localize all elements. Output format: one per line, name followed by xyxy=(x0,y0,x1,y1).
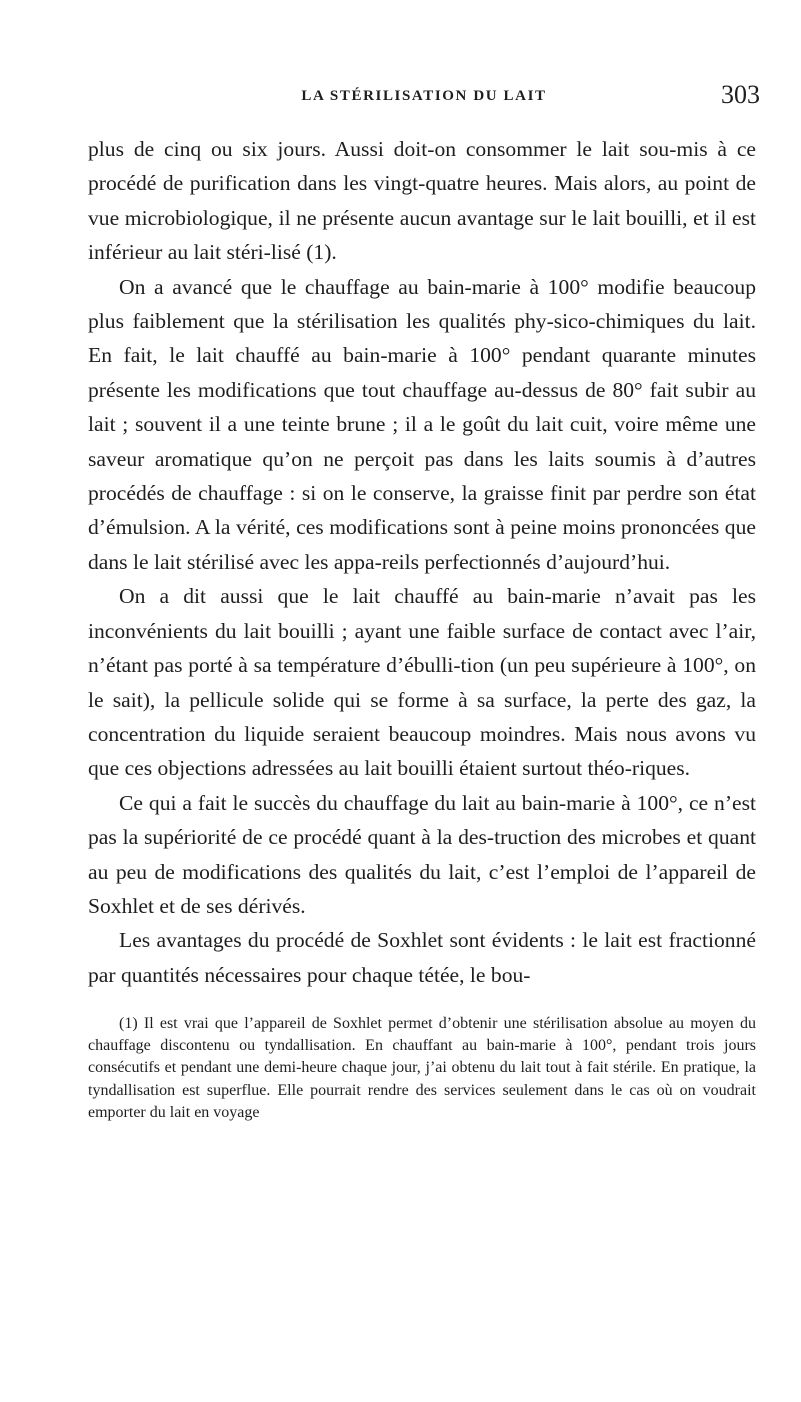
page-number: 303 xyxy=(721,80,760,109)
paragraph-3: On a dit aussi que le lait chauffé au bain-marie n’avait pas les inconvénients du lait bouilli ; ayant une faible surface de contact avec l’air, n’étant pas porté à sa température d’ébulli-tion (un peu supérieure à 100°, on le sait), la pellicule solide qui se forme à sa surface, la perte des gaz, la concentration du liquide seraient beaucoup moindres. Mais nous avons vu que ces objections adressées au lait bouilli étaient surtout théo-riques. xyxy=(88,584,756,781)
paragraph-1: plus de cinq ou six jours. Aussi doit-on consommer le lait sou-mis à ce procédé de purification dans les vingt-quatre heures. Mais alors, au point de vue microbiologique, il ne présente aucun avantage sur le lait bouilli, et il est inférieur au lait stéri-lisé (1). xyxy=(88,137,756,265)
page-header xyxy=(88,80,760,114)
paragraph-5: Les avantages du procédé de Soxhlet sont évidents : le lait est fractionné par quantités nécessaires pour chaque tétée, le bou- xyxy=(88,928,756,987)
paragraph-2: On a avancé que le chauffage au bain-marie à 100° modifie beaucoup plus faiblement que la stérilisation les qualités phy-sico-chimiques du lait. En fait, le lait chauffé au bain-marie à 100° pendant quarante minutes présente les modifications que tout chauffage au-dessus de 80° fait subir au lait ; souvent il a une teinte brune ; il a le goût du lait cuit, voire même une saveur aromatique qu’on ne perçoit pas dans les laits soumis à d’autres procédés de chauffage : si on le conserve, la graisse finit par perdre son état d’émulsion. A la vérité, ces modifications sont à peine moins prononcées que dans le lait stérilisé avec les appa-reils perfectionnés d’aujourd’hui. xyxy=(88,274,756,574)
paragraph-4: Ce qui a fait le succès du chauffage du lait au bain-marie à 100°, ce n’est pas la supériorité de ce procédé quant à la des-truction des microbes et quant au peu de modifications des qualités du lait, c’est l’emploi de l’appareil de Soxhlet et de ses dérivés. xyxy=(88,790,756,918)
footnote-text: (1) Il est vrai que l’appareil de Soxhlet permet d’obtenir une stérilisation absolue au moyen du chauffage discontenu ou tyndallisation. En chauffant au bain-marie à 100°, pendant trois jours consécutifs et pendant une demi-heure chaque jour, j’ai obtenu du lait tout à fait stérile. En pratique, la tyndallisation est superflue. Elle pourrait rendre des services seulement dans le cas où on voudrait emporter du lait en voyage xyxy=(88,1015,756,1121)
running-head: LA STÉRILISATION DU LAIT xyxy=(301,88,547,104)
footnote xyxy=(88,1013,756,1124)
body-text xyxy=(88,132,756,992)
